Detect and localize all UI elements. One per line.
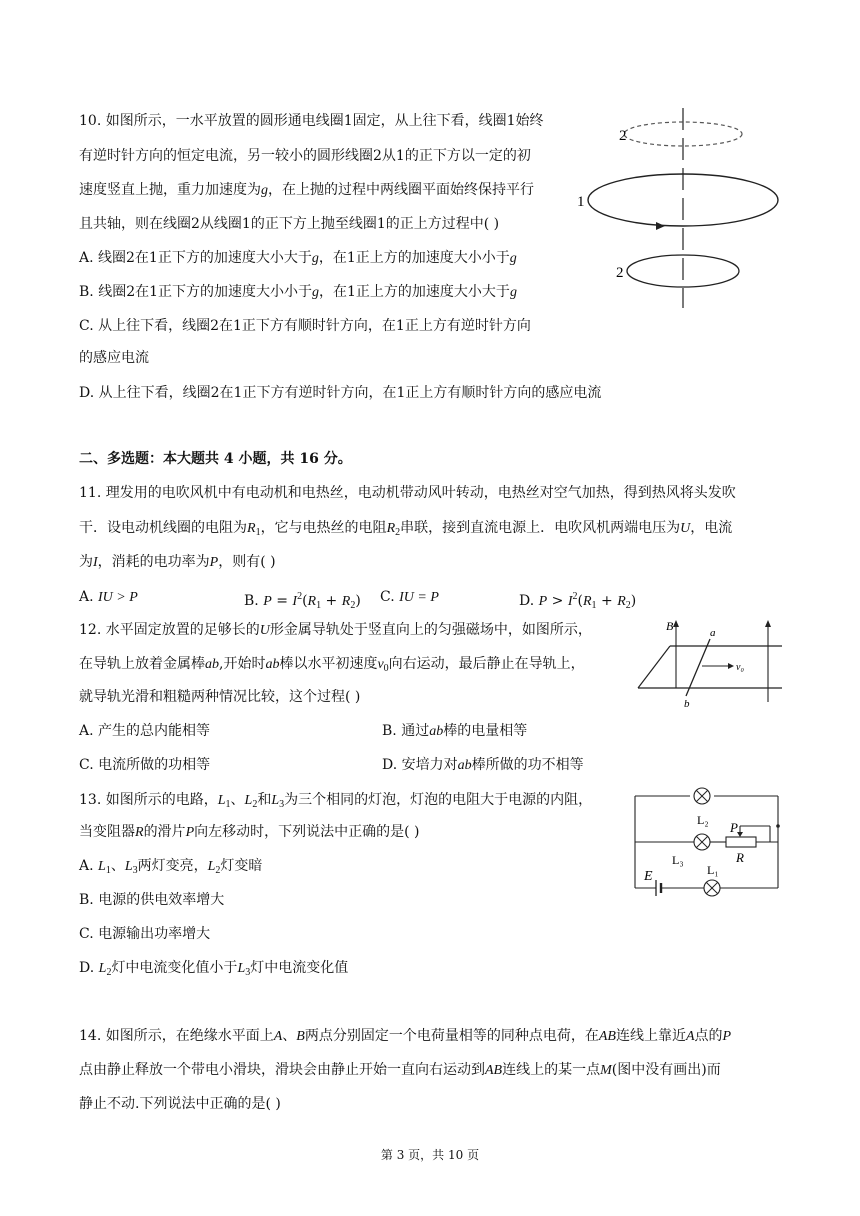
- q12-line-3: 就导轨光滑和粗糙两种情况比较，这个过程( ): [79, 689, 361, 705]
- q13-line-2: 当变阻器R的滑片P向左移动时，下列说法中正确的是( ): [79, 824, 420, 840]
- q11-option-b[interactable]: B. $P = I^2(R_1 + R_2)$: [244, 591, 361, 611]
- label-r: R: [736, 850, 744, 865]
- section-heading: 二、多选题：本大题共 4 小题，共 16 分。: [79, 451, 352, 467]
- field-arrow-icon: [765, 620, 771, 627]
- q12-option-c[interactable]: C. 电流所做的功相等: [79, 757, 211, 773]
- q10-option-b[interactable]: B. 线圈2在1正下方的加速度大小小于g，在1正上方的加速度大小大于g: [79, 284, 517, 300]
- q10-option-a[interactable]: A. 线圈2在1正下方的加速度大小大于g，在1正上方的加速度大小小于g: [79, 250, 517, 266]
- q12-option-d[interactable]: D. 安培力对ab棒所做的功不相等: [382, 757, 584, 773]
- q13-option-a[interactable]: A. $L_1$、$L_3$两灯变亮，$L_2$灯变暗: [79, 858, 263, 876]
- q10-line-2: 有逆时针方向的恒定电流，另一较小的圆形线圈2从1的正下方以一定的初: [79, 148, 531, 164]
- q12-line-1: 12. 水平固定放置的足够长的U形金属导轨处于竖直向上的匀强磁场中，如图所示，: [79, 622, 592, 638]
- q11-line-3: 为I，消耗的电功率为P，则有( ): [79, 554, 276, 570]
- q11-option-c[interactable]: C. IU = P: [380, 589, 439, 605]
- q13-circuit-figure: [630, 782, 785, 902]
- label-l1: L₁: [707, 863, 719, 877]
- q14-line-3: 静止不动.下列说法中正确的是( ): [79, 1096, 281, 1112]
- label-l3: L₃: [672, 853, 684, 867]
- q10-coil-figure: [570, 108, 800, 318]
- q11-option-d[interactable]: D. $P > I^2(R_1 + R_2)$: [519, 591, 637, 611]
- label-e: E: [644, 869, 653, 884]
- q13-line-1: 13. 如图所示的电路，$L_1$、$L_2$和$L_3$为三个相同的灯泡，灯泡的电阻大于电源的内阻，: [79, 792, 593, 810]
- q10-option-d[interactable]: D. 从上往下看，线圈2在1正下方有逆时针方向，在1正上方有顺时针方向的感应电流: [79, 385, 602, 401]
- rheostat-icon: [726, 837, 756, 847]
- q13-option-c[interactable]: C. 电源输出功率增大: [79, 926, 211, 942]
- q13-option-d[interactable]: D. $L_2$灯中电流变化值小于$L_3$灯中电流变化值: [79, 960, 349, 978]
- q10-option-c[interactable]: C. 从上往下看，线圈2在1正下方有顺时针方向，在1正上方有逆时针方向: [79, 318, 531, 334]
- velocity-arrow-icon: [728, 663, 734, 669]
- q10-line-3: 速度竖直上抛，重力加速度为g，在上抛的过程中两线圈平面始终保持平行: [79, 182, 534, 198]
- label-p: P: [730, 820, 738, 835]
- label-b: b: [684, 698, 690, 710]
- q10-line-1: 10. 如图所示，一水平放置的圆形通电线圈1固定，从上往下看，线圈1始终: [79, 113, 544, 129]
- label-b-field: B: [666, 619, 674, 633]
- q14-line-2: 点由静止释放一个带电小滑块，滑块会由静止开始一直向右运动到AB连线上的某一点M(图中没有画出)而: [79, 1062, 721, 1078]
- page-footer: 第 3 页，共 10 页: [380, 1148, 480, 1162]
- coil-label-2-bottom: 2: [616, 265, 624, 281]
- q11-line-1: 11. 理发用的电吹风机中有电动机和电热丝，电动机带动风叶转动，电热丝对空气加热，得到热风将头发吹: [79, 485, 736, 501]
- q12-option-a[interactable]: A. 产生的总内能相等: [79, 723, 211, 739]
- q11-line-2: 干．设电动机线圈的电阻为$R_1$，它与电热丝的电阻$R_2$串联，接到直流电源上．电吹风机两端电压为U，电流: [79, 520, 733, 538]
- q10-line-4: 且共轴，则在线圈2从线圈1的正下方上抛至线圈1的正上方过程中( ): [79, 216, 500, 232]
- current-arrow-icon: [656, 222, 665, 230]
- q14-line-1: 14. 如图所示，在绝缘水平面上A、B两点分别固定一个电荷量相等的同种点电荷，在AB连线上靠近A点的P: [79, 1028, 732, 1044]
- field-arrow-icon: [673, 620, 679, 627]
- q12-rail-figure: [630, 614, 790, 710]
- coil-label-1: 1: [577, 194, 585, 210]
- q11-option-a[interactable]: A. IU > P: [79, 589, 138, 605]
- label-v0: v₀: [736, 662, 744, 673]
- label-l2: L₂: [697, 813, 709, 827]
- q12-option-b[interactable]: B. 通过ab棒的电量相等: [382, 723, 528, 739]
- label-a: a: [710, 627, 716, 639]
- coil-label-2-top: 2: [619, 128, 627, 144]
- q13-option-b[interactable]: B. 电源的供电效率增大: [79, 892, 225, 908]
- q10-option-c-cont: 的感应电流: [79, 350, 149, 366]
- q12-line-2: 在导轨上放着金属棒ab,开始时ab棒以水平初速度$v_0$向右运动，最后静止在导轨上，: [79, 656, 585, 674]
